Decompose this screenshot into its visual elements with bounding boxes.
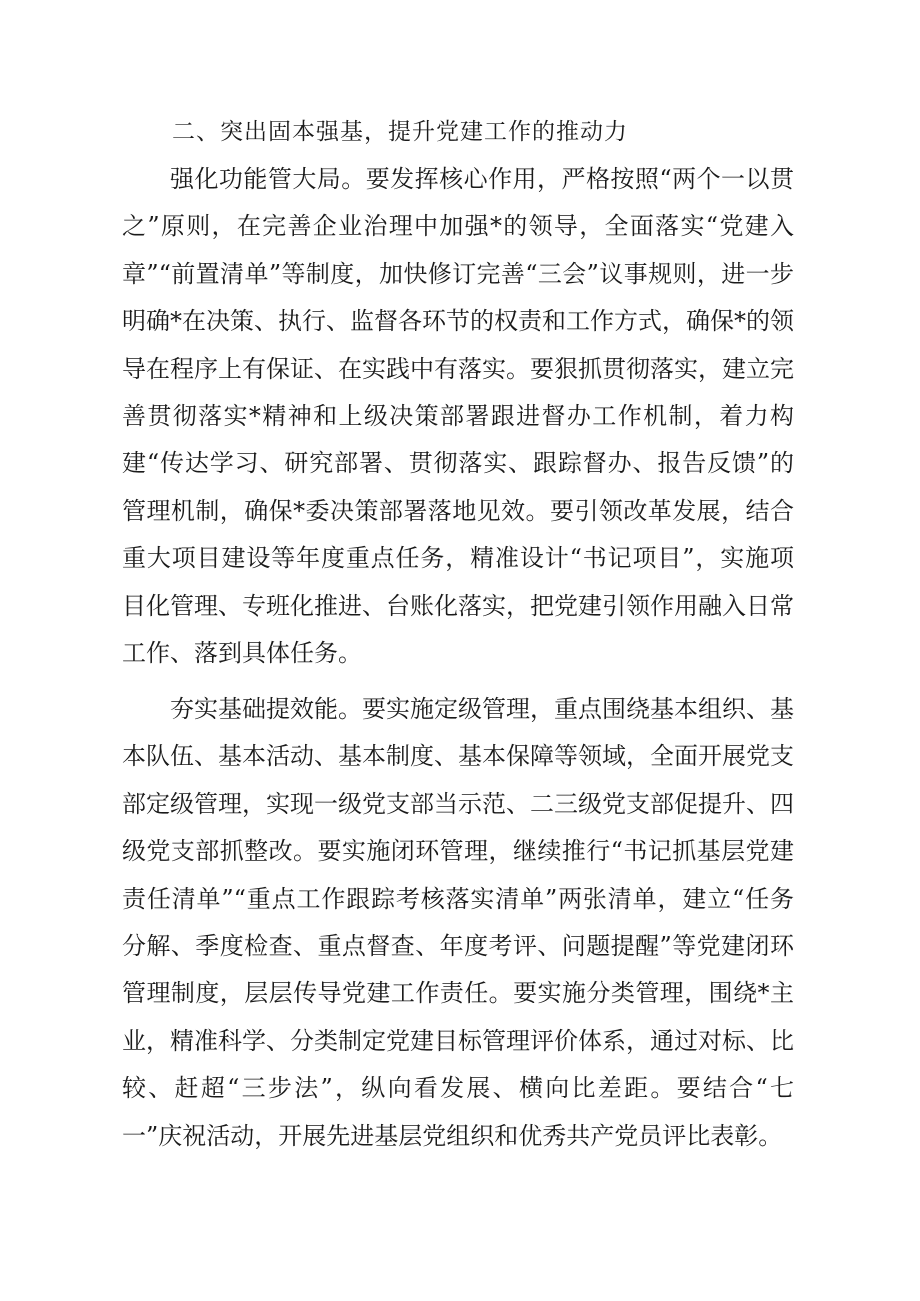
paragraph-consolidate-foundation: 夯实基础提效能。要实施定级管理，重点围绕基本组织、基本队伍、基本活动、基本制度、基本保障等领域，全面开展党支部定级管理，实现一级党支部当示范、二三级党支部促提升、四级党支部抓整改。要实施闭环管理，继续推行“书记抓基层党建责任清单”“重点工作跟踪考核落实清单”两张清单，建立“任务分解、季度检查、重点督查、年度考评、问题提醒”等党建闭环管理制度，层层传导党建工作责任。要实施分类管理，围绕*主业，精准科学、分类制定党建目标管理评价体系，通过对标、比较、赶超“三步法”，纵向看发展、横向比差距。要结合“七一”庆祝活动，开展先进基层党组织和优秀共产党员评比表彰。 — [122, 695, 794, 1150]
paragraph-strengthen-function: 强化功能管大局。要发挥核心作用，严格按照“两个一以贯之”原则，在完善企业治理中加强*的领导，全面落实“党建入章”“前置清单”等制度，加快修订完善“三会”议事规则，进一步明确*在决策、执行、监督各环节的权责和工作方式，确保*的领导在程序上有保证、在实践中有落实。要狠抓贯彻落实，建立完善贯彻落实*精神和上级决策部署跟进督办工作机制，着力构建“传达学习、研究部署、贯彻落实、跟踪督办、报告反馈”的管理机制，确保*委决策部署落地见效。要引领改革发展，结合重大项目建设等年度重点任务，精准设计“书记项目”，实施项目化管理、专班化推进、台账化落实，把党建引领作用融入日常工作、落到具体任务。 — [122, 165, 794, 668]
section-heading: 二、突出固本强基，提升党建工作的推动力 — [172, 119, 628, 145]
